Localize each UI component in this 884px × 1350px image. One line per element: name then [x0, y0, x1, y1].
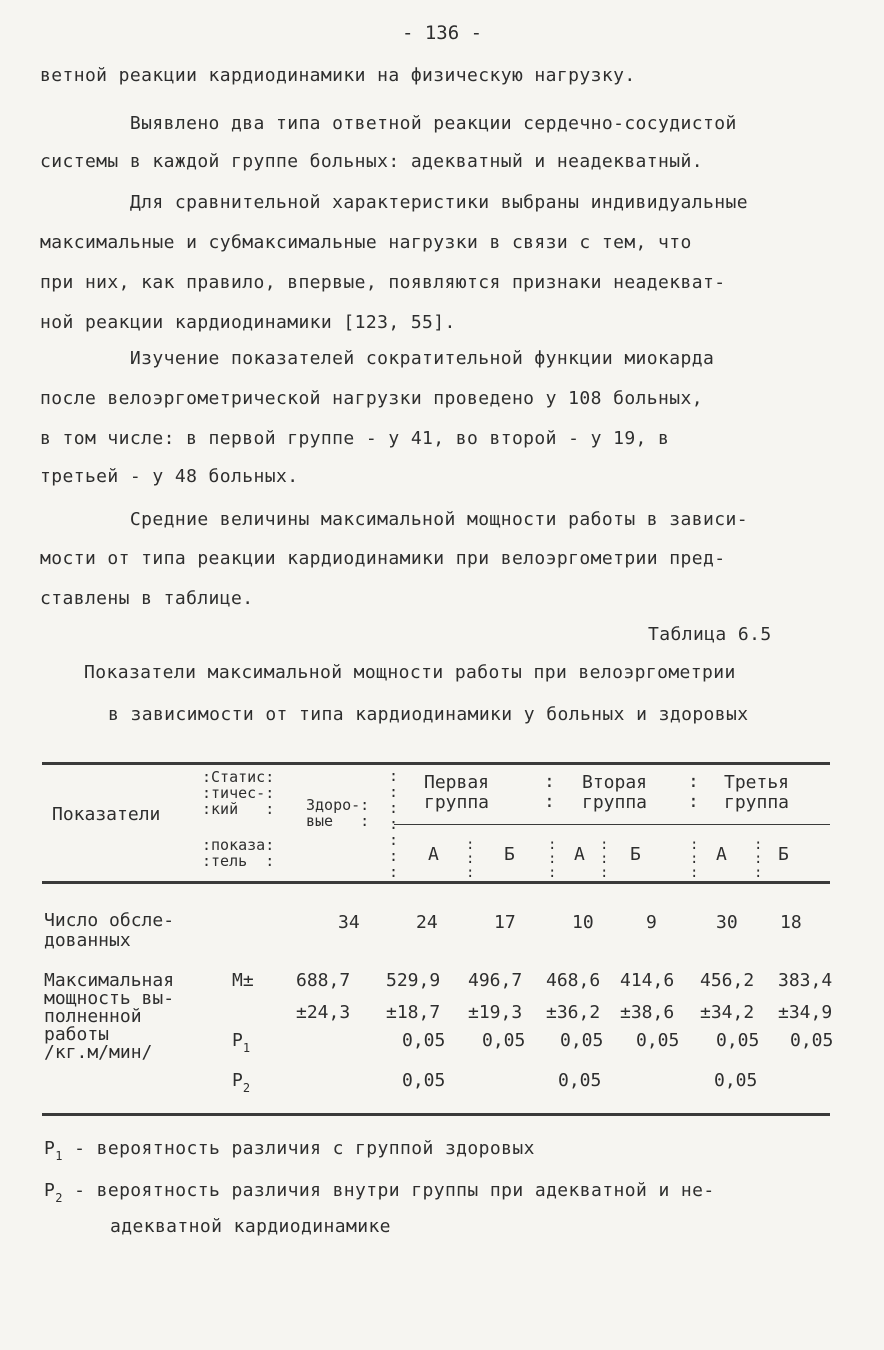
stat-label-p2: $Р_2$ — [232, 1070, 251, 1095]
header-line: :Статис: — [202, 768, 275, 786]
subheader-b: Б — [504, 844, 515, 865]
page-number: - 136 - — [401, 22, 483, 44]
table-cell: 383,4 — [778, 970, 833, 991]
table-cell: 0,05 — [790, 1030, 834, 1051]
table-cell: 0,05 — [402, 1070, 446, 1091]
table-label: Таблица 6.5 — [648, 624, 772, 645]
table-rule-top — [42, 762, 830, 765]
header-line: группа — [424, 792, 490, 813]
subheader-a: А — [716, 844, 727, 865]
header-line: группа — [582, 792, 648, 813]
row-label: Число обсле- — [44, 910, 175, 931]
header-line: :показа: — [202, 836, 275, 854]
table-cell: 34 — [338, 912, 360, 933]
table-cell: 18 — [780, 912, 802, 933]
table-cell: 468,6 — [546, 970, 601, 991]
table-cell: ±34,9 — [778, 1002, 833, 1023]
subheader-a: А — [574, 844, 585, 865]
subheader-a: А — [428, 844, 439, 865]
table-cell: ±38,6 — [620, 1002, 675, 1023]
row-label: полненной — [44, 1006, 142, 1027]
table-cell: 9 — [646, 912, 657, 933]
table-rule-groups — [394, 824, 830, 825]
table-cell: ±36,2 — [546, 1002, 601, 1023]
paragraph-line: Выявлено два типа ответной реакции сердечно-сосудистой — [40, 113, 737, 134]
table-cell: 10 — [572, 912, 594, 933]
header-line: Вторая — [582, 772, 648, 793]
paragraph-line: Изучение показателей сократительной функции миокарда — [40, 348, 715, 369]
paragraph-line: мости от типа реакции кардиодинамики при велоэргометрии пред- — [40, 548, 726, 569]
stat-label-m: М± — [232, 970, 254, 991]
row-label: дованных — [44, 930, 131, 951]
header-line: вые : — [306, 812, 370, 830]
paragraph-line: Средние величины максимальной мощности работы в зависи- — [40, 509, 748, 530]
table-cell: 496,7 — [468, 970, 523, 991]
table-cell: 17 — [494, 912, 516, 933]
paragraph-line: третьей - у 48 больных. — [40, 466, 299, 487]
note-p2: $Р_2$ - вероятность различия внутри группы при адекватной и не- — [44, 1180, 715, 1205]
header-line: Первая — [424, 772, 490, 793]
stat-label-p1: $Р_1$ — [232, 1030, 251, 1055]
table-cell: 0,05 — [636, 1030, 680, 1051]
table-cell: 24 — [416, 912, 438, 933]
paragraph-line: ставлены в таблице. — [40, 588, 254, 609]
row-label: работы — [44, 1024, 110, 1045]
header-line: :тичес-: — [202, 784, 275, 802]
header-line: :тель : — [202, 852, 275, 870]
paragraph-line: при них, как правило, впервые, появляются признаки неадекват- — [40, 272, 726, 293]
column-header-indicators: Показатели — [52, 804, 161, 825]
table-rule-header — [42, 881, 830, 884]
table-cell: 0,05 — [716, 1030, 760, 1051]
paragraph-line: системы в каждой группе больных: адекватный и неадекватный. — [40, 151, 703, 172]
table-cell: 0,05 — [402, 1030, 446, 1051]
paragraph-line: максимальные и субмаксимальные нагрузки в связи с тем, что — [40, 232, 692, 253]
header-line: Третья — [724, 772, 790, 793]
note-p2-continuation: адекватной кардиодинамике — [110, 1216, 391, 1237]
table-cell: 30 — [716, 912, 738, 933]
row-label: мощность вы- — [44, 988, 175, 1009]
table-cell: 688,7 — [296, 970, 351, 991]
paragraph-line: в том числе: в первой группе - у 41, во второй - у 19, в — [40, 428, 670, 449]
header-line: Здоро-: — [306, 796, 370, 814]
table-cell: ±24,3 — [296, 1002, 351, 1023]
row-label: Максимальная — [44, 970, 175, 991]
table-title: в зависимости от типа кардиодинамики у больных и здоровых — [108, 704, 749, 725]
row-label: /кг.м/мин/ — [44, 1042, 153, 1063]
table-cell: ±18,7 — [386, 1002, 441, 1023]
table-cell: 0,05 — [482, 1030, 526, 1051]
table-cell: ±19,3 — [468, 1002, 523, 1023]
table-title: Показатели максимальной мощности работы при велоэргометрии — [84, 662, 736, 683]
table-cell: 0,05 — [560, 1030, 604, 1051]
paragraph-line: ветной реакции кардиодинамики на физическую нагрузку. — [40, 65, 636, 86]
table-cell: ±34,2 — [700, 1002, 755, 1023]
subheader-b: Б — [630, 844, 641, 865]
paragraph-line: после велоэргометрической нагрузки проведено у 108 больных, — [40, 388, 703, 409]
table-rule-bottom — [42, 1113, 830, 1116]
table-cell: 414,6 — [620, 970, 675, 991]
table-cell: 0,05 — [558, 1070, 602, 1091]
subheader-b: Б — [778, 844, 789, 865]
header-line: :кий : — [202, 800, 275, 818]
paragraph-line: ной реакции кардиодинамики [123, 55]. — [40, 312, 456, 333]
table-cell: 0,05 — [714, 1070, 758, 1091]
header-separators: : : : : : : : — [389, 767, 399, 881]
header-line: группа — [724, 792, 790, 813]
table-cell: 456,2 — [700, 970, 755, 991]
paragraph-line: Для сравнительной характеристики выбраны индивидуальные — [40, 192, 748, 213]
table-cell: 529,9 — [386, 970, 441, 991]
note-p1: $Р_1$ - вероятность различия с группой здоровых — [44, 1138, 535, 1163]
